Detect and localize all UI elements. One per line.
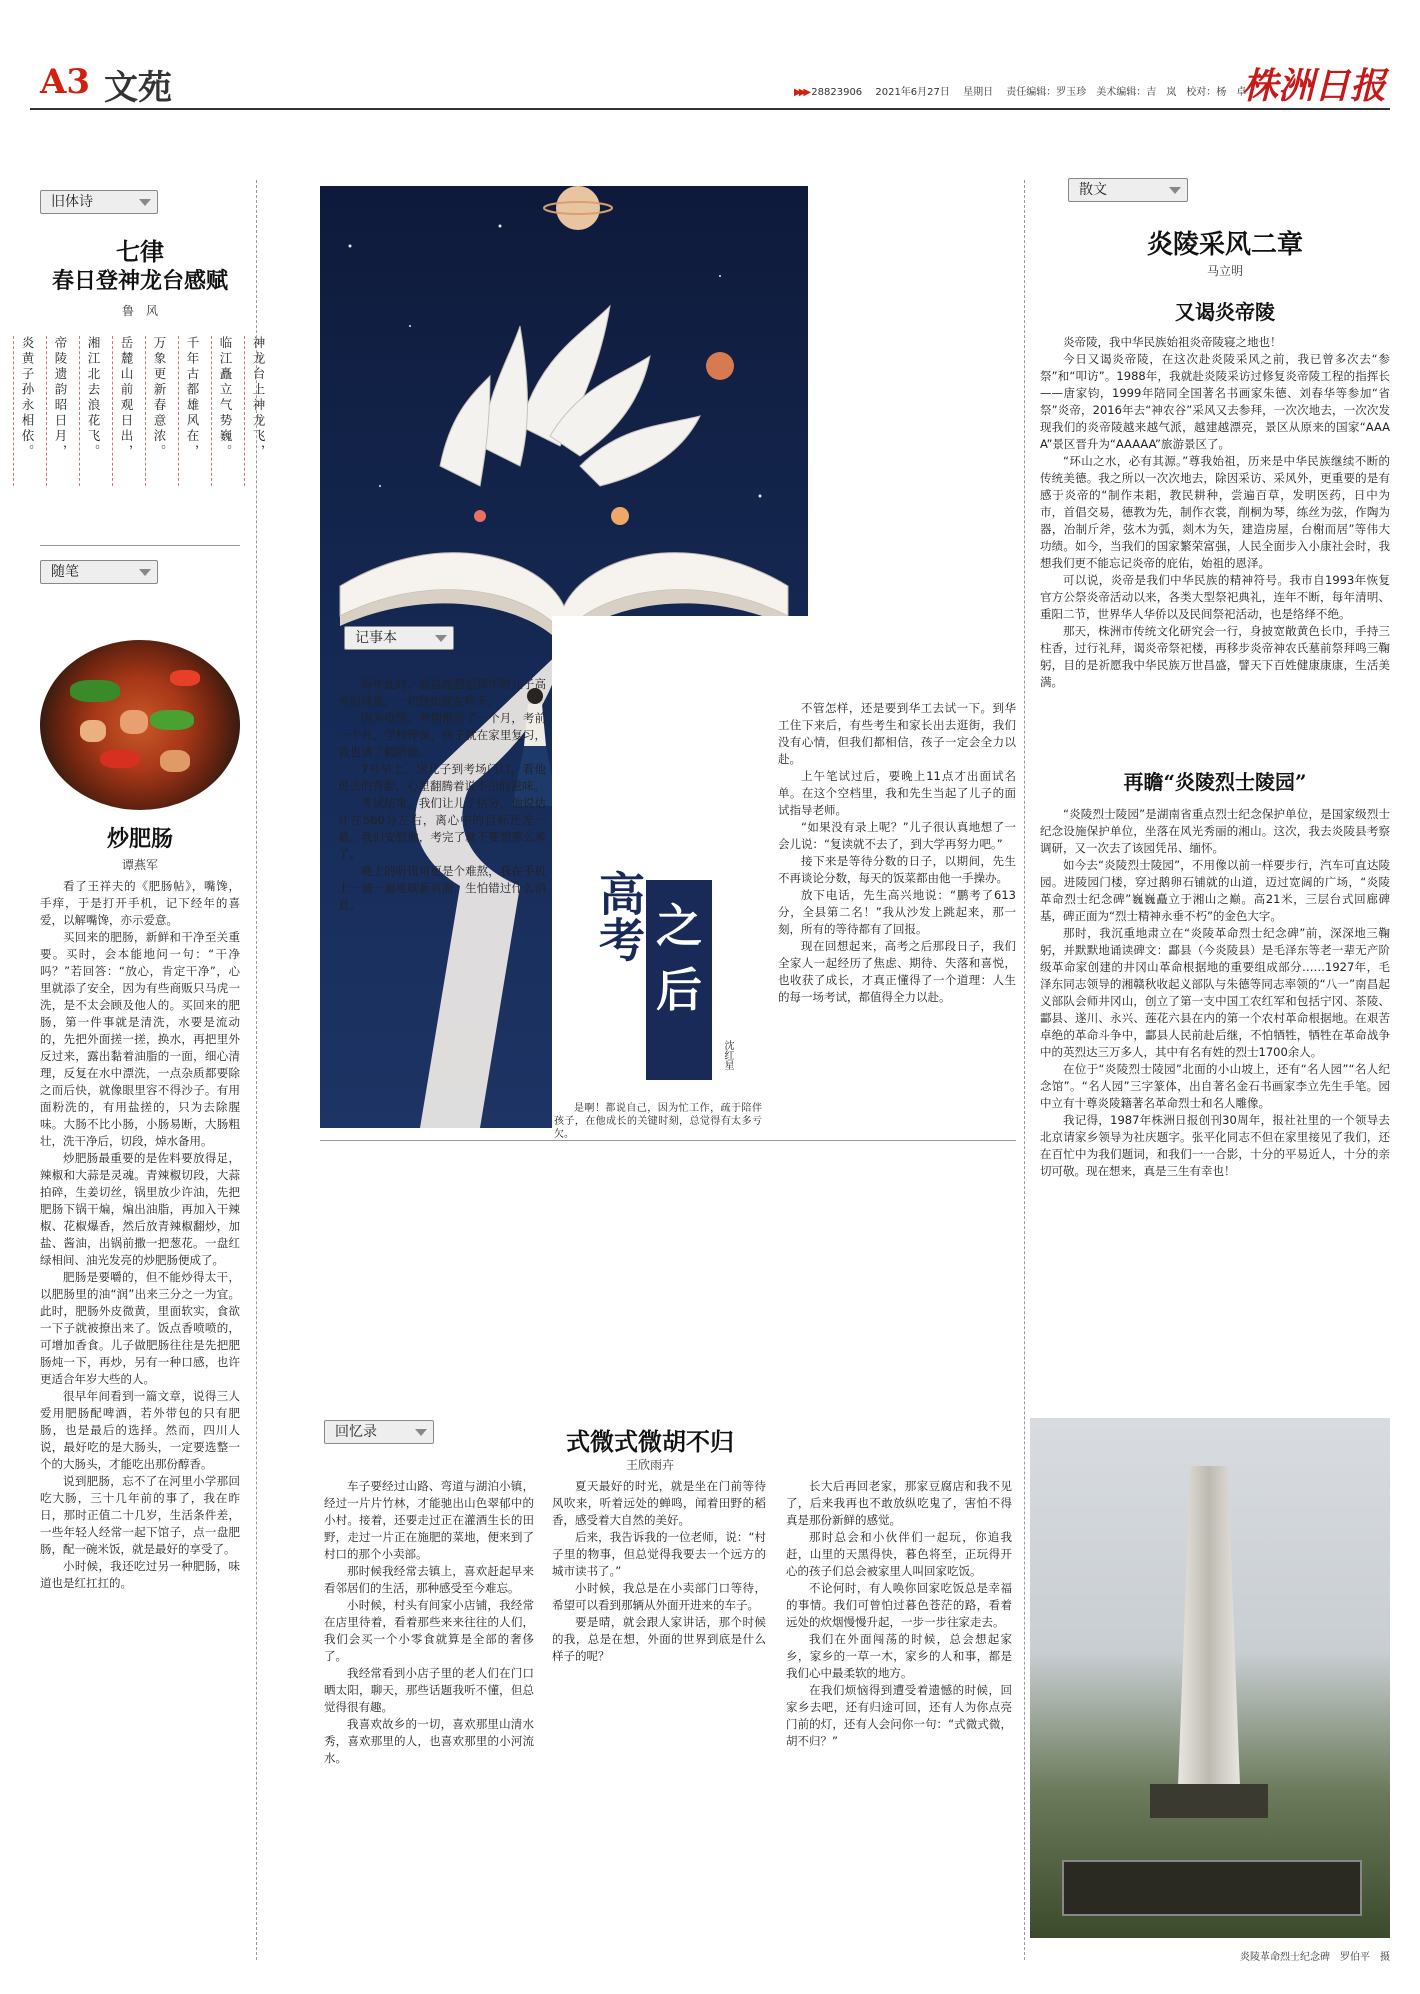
- essay4-col-3: 长大后再回老家，那家豆腐店和我不见了，后来我再也不敢放纵吃鬼了，害怕不得真是那份新鲜的感觉。 那时总会和小伙伴们一起玩，你追我赶，山里的天黑得快，暮色将至，正玩得开心的孩子们总会被家里人叫回家吃饭。 不论何时，有人唤你回家吃饭总是幸福的事情。我们可曾怕过暮色苍茫的路，看着远处的炊烟慢慢升起，一步一步往家走去。 我们在外面闯荡的时候，总会想起家乡，家乡的一草一木，家乡的人和事，都是我们心中最柔软的地方。 在我们烦恼得到遭受着遗憾的时候，回家乡去吧，还有归途可回，还有人为你点亮门前的灯，还有人会问你一句：“式微式微，胡不归？”: [786, 1479, 1012, 1748]
- planet: [706, 352, 734, 380]
- monument-base: [1150, 1784, 1268, 1818]
- essay3-part2-body: “炎陵烈士陵园”是湖南省重点烈士纪念保护单位，是国家级烈士纪念设施保护单位，坐落在风光秀丽的湘山。这次，我去炎陵县考察调研，又一次去了该园凭吊、缅怀。 如今去“炎陵烈士陵园”，不用像以前一样要步行，汽车可直达陵园。进陵园门楼，穿过鹅卵石铺就的山道，迈过宽阔的广场，“炎陵革命烈士纪念碑”巍巍矗立于湘山之巅。高21米，三层台式回廊碑基，碑正面为“烈士精神永垂不朽”的金色大字。 那时，我沉重地肃立在“炎陵革命烈士纪念碑”前，深深地三鞠躬，并默默地诵读碑文：酃县（今炎陵县）是毛泽东等老一辈无产阶级革命家创建的井冈山革命根据地的重要组成部分……1927年，毛泽东同志领导的湘赣秋收起义部队与朱德等同志率领的“八一”南昌起义部队会师井冈山，创立了第一支中国工农红军和包括宁冈、茶陵、酃县、遂川、永兴、莲花六县在内的第一个农村革命根据地。在艰苦卓绝的革命斗争中，酃县人民前赴后继，不怕牺牲，牺牲在革命战争中的英烈达三万多人，其中有名有姓的烈士1700余人。 在位于“炎陵烈士陵园”北面的小山坡上，还有“名人园”“名人纪念馆”。“名人园”三字篆体，出自著名金石书画家李立先生手笔。园中立有十尊炎陵籍著名革命烈士和名人雕像。 我记得，1987年株洲日报创刊30周年，报社社里的一个领导去北京请家乡领导为社庆题字。张平化同志不但在家里接见了我们，还在百忙中为我们题词，和我们一一合影，十分的平易近人，十分的亲切可敬。现在想来，真是三生有幸也！: [1040, 807, 1390, 1178]
- memorial-plaque: [1062, 1860, 1362, 1916]
- essay4-title: 式微式微胡不归: [566, 1427, 734, 1456]
- planet: [474, 510, 486, 522]
- illus-author: 沈红星: [722, 1040, 733, 1070]
- headline-part-1: 高考: [592, 870, 646, 962]
- poem-line: 湘江北去浪花飞。: [79, 336, 102, 486]
- poem-author: 鲁 风: [121, 304, 158, 318]
- essay1-author: 谭燕军: [121, 858, 158, 872]
- dish-photo: [40, 640, 240, 810]
- page-number: A3: [40, 62, 91, 102]
- section-name: 文苑: [104, 68, 172, 108]
- poem-line: 千年古都雄风在，: [178, 336, 201, 486]
- phone: 28823906: [811, 87, 863, 98]
- tag-old-poem: 旧体诗: [40, 190, 158, 214]
- essay3-part1-body: 炎帝陵，我中华民族始祖炎帝陵寝之地也！ 今日又谒炎帝陵，在这次赴炎陵采风之前，我已曾多次去“参祭”和“叩访”。1988年，我就赴炎陵采访过修复炎帝陵工程的指挥长——唐家钧，1999年陪同全国著名书画家朱德、刘春华等参加“省祭”炎帝，2016年去“神农谷”采风又去参拜，一次次地去，一次次发现我们的炎帝陵越来越气派，越建越漂亮，景区从原来的国家“AAAA”景区晋升为“AAAAA”旅游景区了。 “环山之水，必有其源。”尊我始祖，历来是中华民族继续不断的传统美德。我之所以一次次地去，除因采访、采风外，更重要的是有感于炎帝的“制作耒耜，教民耕种，尝遍百草，发明医药，日中为市，首倡交易，德教为先，制作衣裳，削桐为琴，练丝为弦，作陶为器，冶制斤斧，弦木为弧，剡木为矢，建造房屋，台榭而居”等伟大功绩。如今，当我们的国家繁荣富强，人民全面步入小康社会时，我想我们更不能忘记炎帝的庇佑，始祖的恩泽。 可以说，炎帝是我们中华民族的精神符号。我市自1993年恢复官方公祭炎帝活动以来，各类大型祭祀典礼，连年不断，每年清明、重阳二节，世界华人华侨以及民间祭祀活动，也是络绎不绝。 那天，株洲市传统文化研究会一行，身披宽敞黄色长巾，手持三柱香，过行礼拜，谒炎帝祭祀楼，再移步炎帝神农氏墓前祭拜鸣三鞠躬，目的是祈愿我中华民族万世昌盛，譬天下百姓健康康康，生活美满。: [1040, 335, 1390, 689]
- weekday: 星期日: [963, 87, 994, 98]
- essay3-sub2: 再瞻“炎陵烈士陵园”: [1123, 770, 1307, 794]
- planet: [611, 507, 629, 525]
- tag-memoir: 回忆录: [324, 1420, 434, 1444]
- arrow-icon: ▶▶▶: [794, 87, 809, 98]
- essay3-title: 炎陵采风二章: [1146, 230, 1303, 260]
- poem-line: 临江矗立气势巍。: [211, 336, 234, 486]
- divider: [40, 545, 240, 546]
- issue-date: 2021年6月27日: [875, 87, 950, 98]
- paper-logo: 株洲日报: [1241, 65, 1386, 107]
- poem-line: 炎黄子孙永相依。: [13, 336, 36, 486]
- essay2-col-1: 每年此时，我总能想起那年陪儿子高考的情景，一切恍如就在昨天。 因为疫情，考期推迟了一个月，考前一个月，学校停课，孩子就在家里复习，我也请了假陪他。 7号早上，送儿子到考场门口，看他进去的背影，心里翻腾着说不出的滋味。 考试结束，我们让儿子估分，他说估计在560分左右，离心中的目标还差一截。我们安慰他，考完了就不要想那么多了。 晚上的听讯可更是个难熬，我在手机上一遍一遍地刷新页面，生怕错过什么消息。: [338, 677, 546, 912]
- essay1-title: 炒肥肠: [106, 826, 173, 852]
- essay2-col-3: 不管怎样，还是要到华工去试一下。到华工住下来后，有些考生和家长出去逛街，我们没有心情，但我们都相信，孩子一定会全力以赴。 上午笔试过后，要晚上11点才出面试名单。在这个空档里，我和先生当起了儿子的面试指导老师。 “如果没有录上呢？”儿子很认真地想了一会儿说：“复读就不去了，到大学再努力吧。” 接下来是等待分数的日子，以期间，先生不再谈论分数，每天的饭菜都由他一手操办。 放下电话，先生高兴地说：“鹏考了613分，全县第二名！”我从沙发上跳起来，那一刻，所有的等待都有了回报。 现在回想起来，高考之后那段日子，我们全家人一起经历了焦虑、期待、失落和喜悦，也收获了成长，才真正懂得了一个道理：人生的每一场考试，都值得全力以赴。: [778, 701, 1016, 1004]
- poem-line: 岳麓山前观日出，: [112, 336, 135, 486]
- column-divider: [1024, 180, 1025, 1960]
- divider: [320, 1140, 1016, 1141]
- poem-title-1: 七律: [116, 237, 164, 266]
- essay3-author: 马立明: [1206, 264, 1243, 278]
- issue-meta: [794, 83, 1246, 98]
- tag-essay: 随笔: [40, 560, 158, 584]
- poem-title-2: 春日登神龙台感赋: [51, 268, 228, 294]
- photo-caption: 炎陵革命烈士纪念碑 罗伯平 摄: [1240, 1952, 1390, 1963]
- headline-banner: 之 后: [646, 880, 712, 1080]
- planet: [556, 186, 600, 230]
- column-divider: [256, 180, 257, 1960]
- poem-line: 万象更新春意浓。: [145, 336, 168, 486]
- poem-body: [20, 330, 266, 490]
- tag-prose: 散文: [1068, 178, 1188, 202]
- tag-note: 记事本: [344, 626, 454, 650]
- essay4-col-2: 夏天最好的时光，就是坐在门前等待风吹来，听着远处的蝉鸣，闻着田野的稻香，感受着大自然的美好。 后来，我告诉我的一位老师，说：“村子里的物事，但总觉得我要去一个远方的城市读书了。” 小时候，我总是在小卖部门口等待，希望可以看到那辆从外面开进来的车子。 要是晴，就会跟人家讲话，那个时候的我，总是在想，外面的世界到底是什么样子的呢？: [552, 1479, 766, 1663]
- essay4-col-1: 车子要经过山路、弯道与湖泊小镇，经过一片片竹林，才能驰出山色翠郁中的小村。接着，还要走过正在灌酒生长的田野，走过一片正在施肥的菜地，便来到了村口的那个小卖部。 那时候我经常去镇上，喜欢赶起早来看邻居们的生活，那种感受至今难忘。 小时候，村头有间家小店铺，我经常在店里待着，看着那些来来往往的人们，我们会买一个小零食就算是全部的奢侈了。 我经常看到小店子里的老人们在门口晒太阳，聊天，那些话题我听不懂，但总觉得很有趣。 我喜欢故乡的一切，喜欢那里山清水秀，喜欢那里的人，也喜欢那里的小河流水。: [324, 1479, 534, 1765]
- essay2-col-2: 是啊！都说自己，因为忙工作，疏于陪伴孩子，在他成长的关键时刻，总觉得有太多亏欠。: [554, 1103, 762, 1140]
- poem-line: 帝陵遗韵昭日月，: [46, 336, 69, 486]
- essay1-body: 看了王祥夫的《肥肠帖》，嘴馋，手痒，于是打开手机，记下经年的喜爱，以解嘴馋，亦示爱意。 买回来的肥肠，新鲜和干净至关重要。买时，会本能地问一句：“干净吗？”若回答：“放心，肯定干净”，心里就添了安全，因为有些商贩只马虎一洗，是不太会顾及他人的。买回来的肥肠，第一件事就是清洗，水要是流动的，先把外面搓一搓，换水，再把里外反过来，露出黏着油脂的一面，细心清理，反复在水中漂洗，一点杂质都要除之而后快，就像眼里容不得沙子。有用面粉洗的，有用盐搓的，只为去除腥味。大肠不比小肠，小肠易断，大肠粗壮，洗干净后，切段，焯水备用。 炒肥肠最重要的是佐料要放得足，辣椒和大蒜是灵魂。青辣椒切段，大蒜拍碎，生姜切丝，锅里放少许油，先把肥肠下锅干煸，煸出油脂，再加入干辣椒、花椒爆香，然后放青辣椒翻炒，加盐、酱油，出锅前撒一把葱花。一盘红绿相间、油光发亮的炒肥肠便成了。 肥肠是要嚼的，但不能炒得太干，以肥肠里的油“润”出来三分之一为宜。此时，肥肠外皮微黄，里面软实，食欲一下子就被撩出来了。饭点香喷喷的，可增加香食。儿子做肥肠往往是先把肥肠炖一下，再炒，另有一种口感，也许更适合年岁大些的人。 很早年间看到一篇文章，说得三人爱用肥肠配啤酒，若外带包的只有肥肠，也是最后的选择。然而，四川人说，最好吃的是大肠头，一定要选整一个的大肠头，才能吃出那份醇香。 说到肥肠，忘不了在河里小学那回吃大肠，三十几年前的事了，我在昨日，那时正值二十几岁，生活条件差，一些年轻人经常一起下馆子，点一盘肥肠，配一碗米饭，就是最好的享受了。 小时候，我还吃过另一种肥肠，味道也是红扛扛的。: [40, 879, 240, 1590]
- essay4-author: 王欣雨卉: [625, 1458, 674, 1472]
- poem-line: 神龙台上神龙飞，: [244, 336, 267, 486]
- essay3-sub1: 又谒炎帝陵: [1175, 300, 1275, 324]
- editors: 责任编辑：罗玉珍 美术编辑：吉 岚 校对：杨 卓: [1006, 87, 1247, 98]
